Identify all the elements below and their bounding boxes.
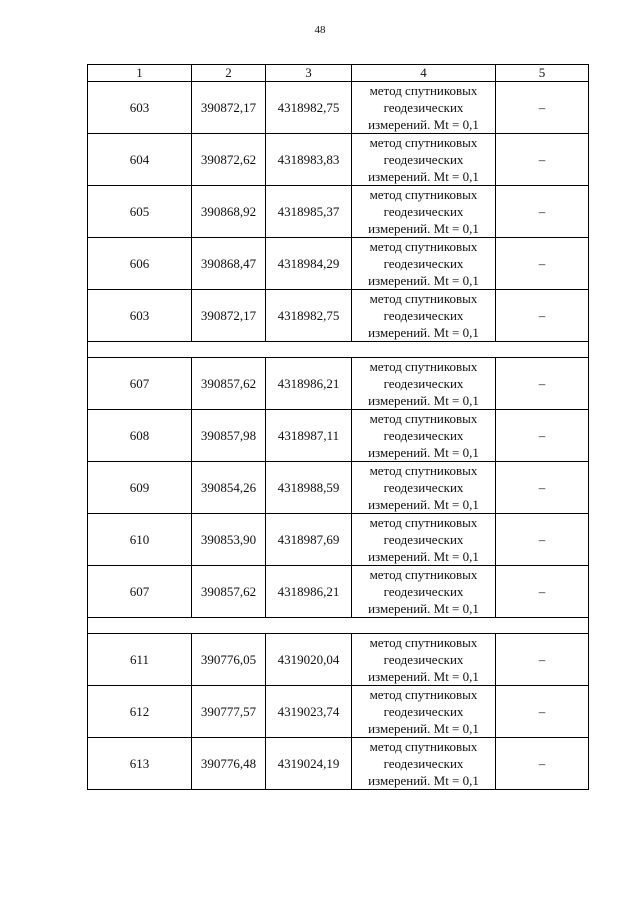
table-row bbox=[88, 634, 589, 686]
method-cell bbox=[352, 410, 496, 462]
method-line: метод спутниковых bbox=[369, 411, 478, 426]
spacer-cell bbox=[88, 342, 589, 358]
method-line: геодезических bbox=[383, 256, 464, 271]
method-line: метод спутниковых bbox=[369, 135, 478, 150]
method-cell bbox=[352, 82, 496, 134]
method-line: метод спутниковых bbox=[369, 359, 478, 374]
note-cell: – bbox=[496, 134, 589, 186]
method-cell bbox=[352, 634, 496, 686]
method-cell bbox=[352, 358, 496, 410]
y-coordinate-cell: 4318986,21 bbox=[266, 566, 352, 618]
header-col-2: 2 bbox=[192, 65, 266, 82]
method-cell bbox=[352, 290, 496, 342]
method-line: геодезических bbox=[383, 204, 464, 219]
x-coordinate-cell: 390872,17 bbox=[192, 290, 266, 342]
y-coordinate-cell: 4319024,19 bbox=[266, 738, 352, 790]
point-number-cell: 611 bbox=[88, 634, 192, 686]
table-row bbox=[88, 738, 589, 790]
header-col-1: 1 bbox=[88, 65, 192, 82]
method-line: измерений. Mt = 0,1 bbox=[368, 497, 479, 512]
method-line: измерений. Mt = 0,1 bbox=[368, 221, 479, 236]
x-coordinate-cell: 390777,57 bbox=[192, 686, 266, 738]
page-number: 48 bbox=[314, 24, 326, 36]
note-cell: – bbox=[496, 462, 589, 514]
point-number-cell: 605 bbox=[88, 186, 192, 238]
method-line: геодезических bbox=[383, 584, 464, 599]
method-line: метод спутниковых bbox=[369, 635, 478, 650]
point-number-cell: 612 bbox=[88, 686, 192, 738]
note-cell: – bbox=[496, 358, 589, 410]
method-cell bbox=[352, 566, 496, 618]
spacer-cell bbox=[88, 618, 589, 634]
table-row bbox=[88, 410, 589, 462]
point-number-cell: 603 bbox=[88, 82, 192, 134]
y-coordinate-cell: 4318982,75 bbox=[266, 82, 352, 134]
x-coordinate-cell: 390872,17 bbox=[192, 82, 266, 134]
note-cell: – bbox=[496, 738, 589, 790]
y-coordinate-cell: 4319020,04 bbox=[266, 634, 352, 686]
method-line: геодезических bbox=[383, 100, 464, 115]
method-line: метод спутниковых bbox=[369, 739, 478, 754]
method-line: метод спутниковых bbox=[369, 515, 478, 530]
method-line: измерений. Mt = 0,1 bbox=[368, 669, 479, 684]
point-number-cell: 613 bbox=[88, 738, 192, 790]
method-line: измерений. Mt = 0,1 bbox=[368, 445, 479, 460]
note-cell: – bbox=[496, 410, 589, 462]
method-line: геодезических bbox=[383, 376, 464, 391]
y-coordinate-cell: 4318982,75 bbox=[266, 290, 352, 342]
method-cell bbox=[352, 462, 496, 514]
header-col-3: 3 bbox=[266, 65, 352, 82]
method-line: измерений. Mt = 0,1 bbox=[368, 393, 479, 408]
table-row bbox=[88, 82, 589, 134]
x-coordinate-cell: 390868,47 bbox=[192, 238, 266, 290]
table-row bbox=[88, 462, 589, 514]
method-line: метод спутниковых bbox=[369, 239, 478, 254]
x-coordinate-cell: 390857,98 bbox=[192, 410, 266, 462]
note-cell: – bbox=[496, 238, 589, 290]
note-cell: – bbox=[496, 566, 589, 618]
method-line: метод спутниковых bbox=[369, 567, 478, 582]
method-line: метод спутниковых bbox=[369, 687, 478, 702]
x-coordinate-cell: 390776,48 bbox=[192, 738, 266, 790]
method-cell bbox=[352, 238, 496, 290]
point-number-cell: 607 bbox=[88, 358, 192, 410]
point-number-cell: 604 bbox=[88, 134, 192, 186]
method-cell bbox=[352, 738, 496, 790]
method-line: измерений. Mt = 0,1 bbox=[368, 117, 479, 132]
method-line: геодезических bbox=[383, 704, 464, 719]
table-row bbox=[88, 186, 589, 238]
method-line: геодезических bbox=[383, 152, 464, 167]
method-line: измерений. Mt = 0,1 bbox=[368, 773, 479, 788]
x-coordinate-cell: 390776,05 bbox=[192, 634, 266, 686]
header-col-4: 4 bbox=[352, 65, 496, 82]
method-cell bbox=[352, 514, 496, 566]
table-row bbox=[88, 358, 589, 410]
table-row bbox=[88, 134, 589, 186]
table-header-row bbox=[88, 65, 589, 82]
method-line: метод спутниковых bbox=[369, 83, 478, 98]
method-cell bbox=[352, 134, 496, 186]
method-cell bbox=[352, 686, 496, 738]
method-line: измерений. Mt = 0,1 bbox=[368, 601, 479, 616]
point-number-cell: 606 bbox=[88, 238, 192, 290]
table-spacer-row bbox=[88, 342, 589, 358]
note-cell: – bbox=[496, 82, 589, 134]
note-cell: – bbox=[496, 514, 589, 566]
table-row bbox=[88, 290, 589, 342]
note-cell: – bbox=[496, 186, 589, 238]
method-line: геодезических bbox=[383, 308, 464, 323]
x-coordinate-cell: 390857,62 bbox=[192, 566, 266, 618]
y-coordinate-cell: 4319023,74 bbox=[266, 686, 352, 738]
method-line: геодезических bbox=[383, 428, 464, 443]
table-body bbox=[88, 82, 589, 790]
y-coordinate-cell: 4318986,21 bbox=[266, 358, 352, 410]
table-row bbox=[88, 566, 589, 618]
coordinates-table bbox=[87, 64, 589, 790]
point-number-cell: 603 bbox=[88, 290, 192, 342]
x-coordinate-cell: 390868,92 bbox=[192, 186, 266, 238]
method-line: геодезических bbox=[383, 756, 464, 771]
y-coordinate-cell: 4318987,69 bbox=[266, 514, 352, 566]
note-cell: – bbox=[496, 634, 589, 686]
method-line: геодезических bbox=[383, 480, 464, 495]
method-line: геодезических bbox=[383, 652, 464, 667]
x-coordinate-cell: 390853,90 bbox=[192, 514, 266, 566]
y-coordinate-cell: 4318988,59 bbox=[266, 462, 352, 514]
y-coordinate-cell: 4318984,29 bbox=[266, 238, 352, 290]
method-line: метод спутниковых bbox=[369, 187, 478, 202]
header-col-5: 5 bbox=[496, 65, 589, 82]
point-number-cell: 607 bbox=[88, 566, 192, 618]
method-line: геодезических bbox=[383, 532, 464, 547]
method-cell bbox=[352, 186, 496, 238]
y-coordinate-cell: 4318987,11 bbox=[266, 410, 352, 462]
note-cell: – bbox=[496, 290, 589, 342]
x-coordinate-cell: 390857,62 bbox=[192, 358, 266, 410]
table-row bbox=[88, 514, 589, 566]
method-line: измерений. Mt = 0,1 bbox=[368, 549, 479, 564]
method-line: измерений. Mt = 0,1 bbox=[368, 273, 479, 288]
y-coordinate-cell: 4318985,37 bbox=[266, 186, 352, 238]
method-line: измерений. Mt = 0,1 bbox=[368, 721, 479, 736]
method-line: метод спутниковых bbox=[369, 463, 478, 478]
table-spacer-row bbox=[88, 618, 589, 634]
x-coordinate-cell: 390872,62 bbox=[192, 134, 266, 186]
method-line: измерений. Mt = 0,1 bbox=[368, 169, 479, 184]
x-coordinate-cell: 390854,26 bbox=[192, 462, 266, 514]
method-line: метод спутниковых bbox=[369, 291, 478, 306]
y-coordinate-cell: 4318983,83 bbox=[266, 134, 352, 186]
method-line: измерений. Mt = 0,1 bbox=[368, 325, 479, 340]
point-number-cell: 610 bbox=[88, 514, 192, 566]
point-number-cell: 609 bbox=[88, 462, 192, 514]
table-row bbox=[88, 238, 589, 290]
note-cell: – bbox=[496, 686, 589, 738]
point-number-cell: 608 bbox=[88, 410, 192, 462]
table-row bbox=[88, 686, 589, 738]
